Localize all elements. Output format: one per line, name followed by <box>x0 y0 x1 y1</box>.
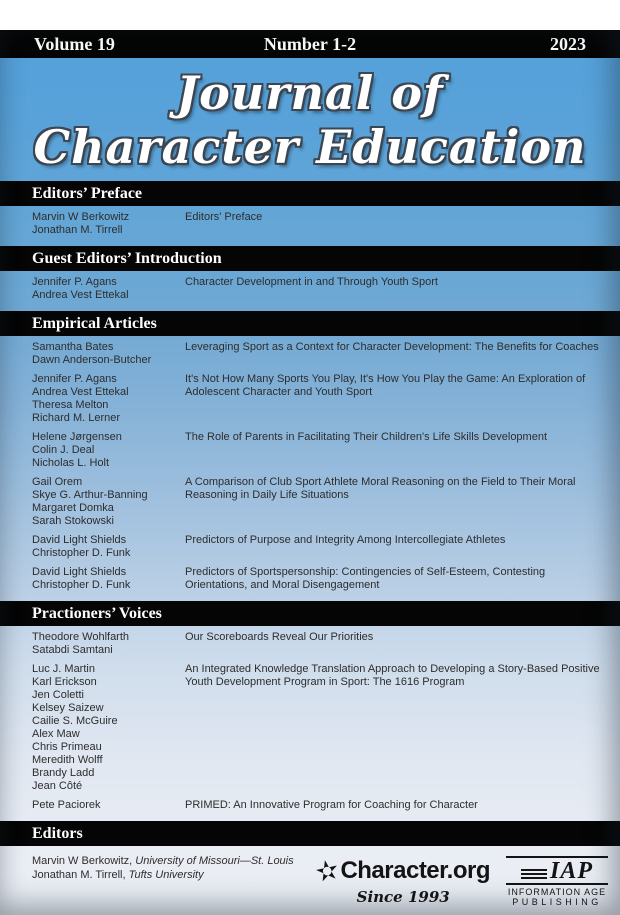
author-name: Nicholas L. Holt <box>32 456 110 469</box>
author-name: Jen Coletti <box>32 688 84 701</box>
author-name: Richard M. Lerner <box>32 411 121 424</box>
author-name: Jonathan M. Tirrell <box>32 223 123 236</box>
toc-entry <box>0 273 620 305</box>
section-heading-editors: Editors <box>0 821 620 846</box>
section-heading: Editors’ Preface <box>0 181 620 206</box>
author-name: Theodore Wohlfarth <box>32 630 130 643</box>
journal-cover <box>0 30 620 915</box>
author-name: Colin J. Deal <box>32 443 95 456</box>
author-name: Pete Paciorek <box>32 798 101 811</box>
editor-affiliation: Tufts University <box>128 868 204 881</box>
author-name: Margaret Domka <box>32 501 114 514</box>
masthead-bar <box>0 30 620 58</box>
entry-title: The Role of Parents in Facilitating Their Children's Life Skills Development <box>185 430 548 443</box>
author-name: Satabdi Samtani <box>32 643 113 656</box>
section-entries <box>0 336 620 598</box>
toc-entry <box>0 628 620 660</box>
entry-authors <box>32 276 185 302</box>
character-org-logo <box>313 853 490 906</box>
star-icon: ✫ <box>313 853 342 888</box>
journal-title-line1: Journal of <box>176 66 444 120</box>
author-name: Chris Primeau <box>32 740 102 753</box>
author-name: David Light Shields <box>32 533 127 546</box>
toc-entry <box>0 660 620 796</box>
editor-name: Jonathan M. Tirrell, <box>32 868 129 881</box>
iap-information-age-label: INFORMATION AGE <box>507 886 607 897</box>
toc-entry <box>0 428 620 473</box>
toc-entry <box>0 531 620 563</box>
toc-entry <box>0 563 620 595</box>
author-name: Jean Côté <box>32 779 83 792</box>
toc-entry <box>0 370 620 428</box>
entry-title: Predictors of Sportspersonship: Contingencies of Self-Esteem, Contesting Orientations, and Moral Disengagement <box>185 565 546 591</box>
toc <box>0 181 620 818</box>
iap-logo <box>506 856 608 907</box>
section-heading: Empirical Articles <box>0 311 620 336</box>
entry-authors <box>32 663 185 793</box>
toc-entry <box>0 796 620 815</box>
author-name: Karl Erickson <box>32 675 97 688</box>
entry-title: Our Scoreboards Reveal Our Priorities <box>185 630 374 643</box>
entry-title: PRIMED: An Innovative Program for Coaching for Character <box>185 798 478 811</box>
iap-publishing-label: PUBLISHING <box>512 896 602 907</box>
author-name: Kelsey Saizew <box>32 701 104 714</box>
entry-authors <box>32 631 185 657</box>
entry-authors <box>32 476 185 528</box>
volume-label: Volume 19 <box>34 33 115 54</box>
section-entries <box>0 271 620 308</box>
toc-entry <box>0 473 620 531</box>
iap-stripes-icon <box>521 869 547 879</box>
author-name: Andrea Vest Ettekal <box>32 288 129 301</box>
author-name: Christopher D. Funk <box>32 578 131 591</box>
author-name: Samantha Bates <box>32 340 114 353</box>
issue-number-label: Number 1-2 <box>263 33 357 54</box>
author-name: Sarah Stokowski <box>32 514 114 527</box>
section-heading: Guest Editors’ Introduction <box>0 246 620 271</box>
section-heading: Practioners’ Voices <box>0 601 620 626</box>
author-name: Marvin W Berkowitz <box>32 210 130 223</box>
author-name: Skye G. Arthur-Banning <box>32 488 148 501</box>
toc-entry <box>0 338 620 370</box>
entry-authors <box>32 534 185 560</box>
author-name: Christopher D. Funk <box>32 546 131 559</box>
entry-authors <box>32 799 185 812</box>
author-name: Meredith Wolff <box>32 753 103 766</box>
author-name: Helene Jørgensen <box>32 430 122 443</box>
since-1993-label: Since 1993 <box>356 887 450 906</box>
author-name: Brandy Ladd <box>32 766 95 779</box>
publisher-logos <box>313 853 612 907</box>
entry-authors <box>32 431 185 470</box>
entry-authors <box>32 211 185 237</box>
character-org-label: Character.org <box>340 857 490 885</box>
iap-acronym-label: IAP <box>549 857 593 884</box>
editor-affiliation: University of Missouri—St. Louis <box>135 854 294 867</box>
author-name: Luc J. Martin <box>32 662 95 675</box>
author-name: Jennifer P. Agans <box>32 275 117 288</box>
author-name: Theresa Melton <box>32 398 109 411</box>
editor-line <box>32 854 294 868</box>
character-org-wordmark <box>313 853 490 888</box>
author-name: Jennifer P. Agans <box>32 372 117 385</box>
entry-authors <box>32 566 185 592</box>
toc-entry <box>0 208 620 240</box>
author-name: Andrea Vest Ettekal <box>32 385 129 398</box>
footer <box>0 846 620 907</box>
editor-name: Marvin W Berkowitz, <box>32 854 136 867</box>
entry-title: A Comparison of Club Sport Athlete Moral Reasoning on the Field to Their Moral Reasoning in Daily Life Situations <box>185 475 576 501</box>
entry-authors <box>32 341 185 367</box>
journal-title <box>0 66 620 175</box>
author-name: Cailie S. McGuire <box>32 714 118 727</box>
entry-title: Leveraging Sport as a Context for Character Development: The Benefits for Coaches <box>185 340 599 353</box>
entry-authors <box>32 373 185 425</box>
journal-title-line2: Character Education <box>33 120 587 175</box>
section-entries <box>0 206 620 243</box>
iap-wordmark <box>506 856 608 885</box>
editors-list <box>32 854 294 907</box>
entry-title: An Integrated Knowledge Translation Approach to Developing a Story-Based Positive Youth Development Program in Sport: The 1616 Program <box>185 662 600 688</box>
author-name: David Light Shields <box>32 565 127 578</box>
entry-title: Character Development in and Through Youth Sport <box>185 275 438 288</box>
section-entries <box>0 626 620 818</box>
entry-title: Predictors of Purpose and Integrity Among Intercollegiate Athletes <box>185 533 506 546</box>
editor-line <box>32 868 294 882</box>
author-name: Alex Maw <box>32 727 80 740</box>
author-name: Dawn Anderson-Butcher <box>32 353 152 366</box>
author-name: Gail Orem <box>32 475 83 488</box>
entry-title: Editors' Preface <box>185 210 263 223</box>
year-label: 2023 <box>550 33 586 54</box>
entry-title: It's Not How Many Sports You Play, It's How You Play the Game: An Exploration of Adolescent Character and Youth Sport <box>185 372 586 398</box>
